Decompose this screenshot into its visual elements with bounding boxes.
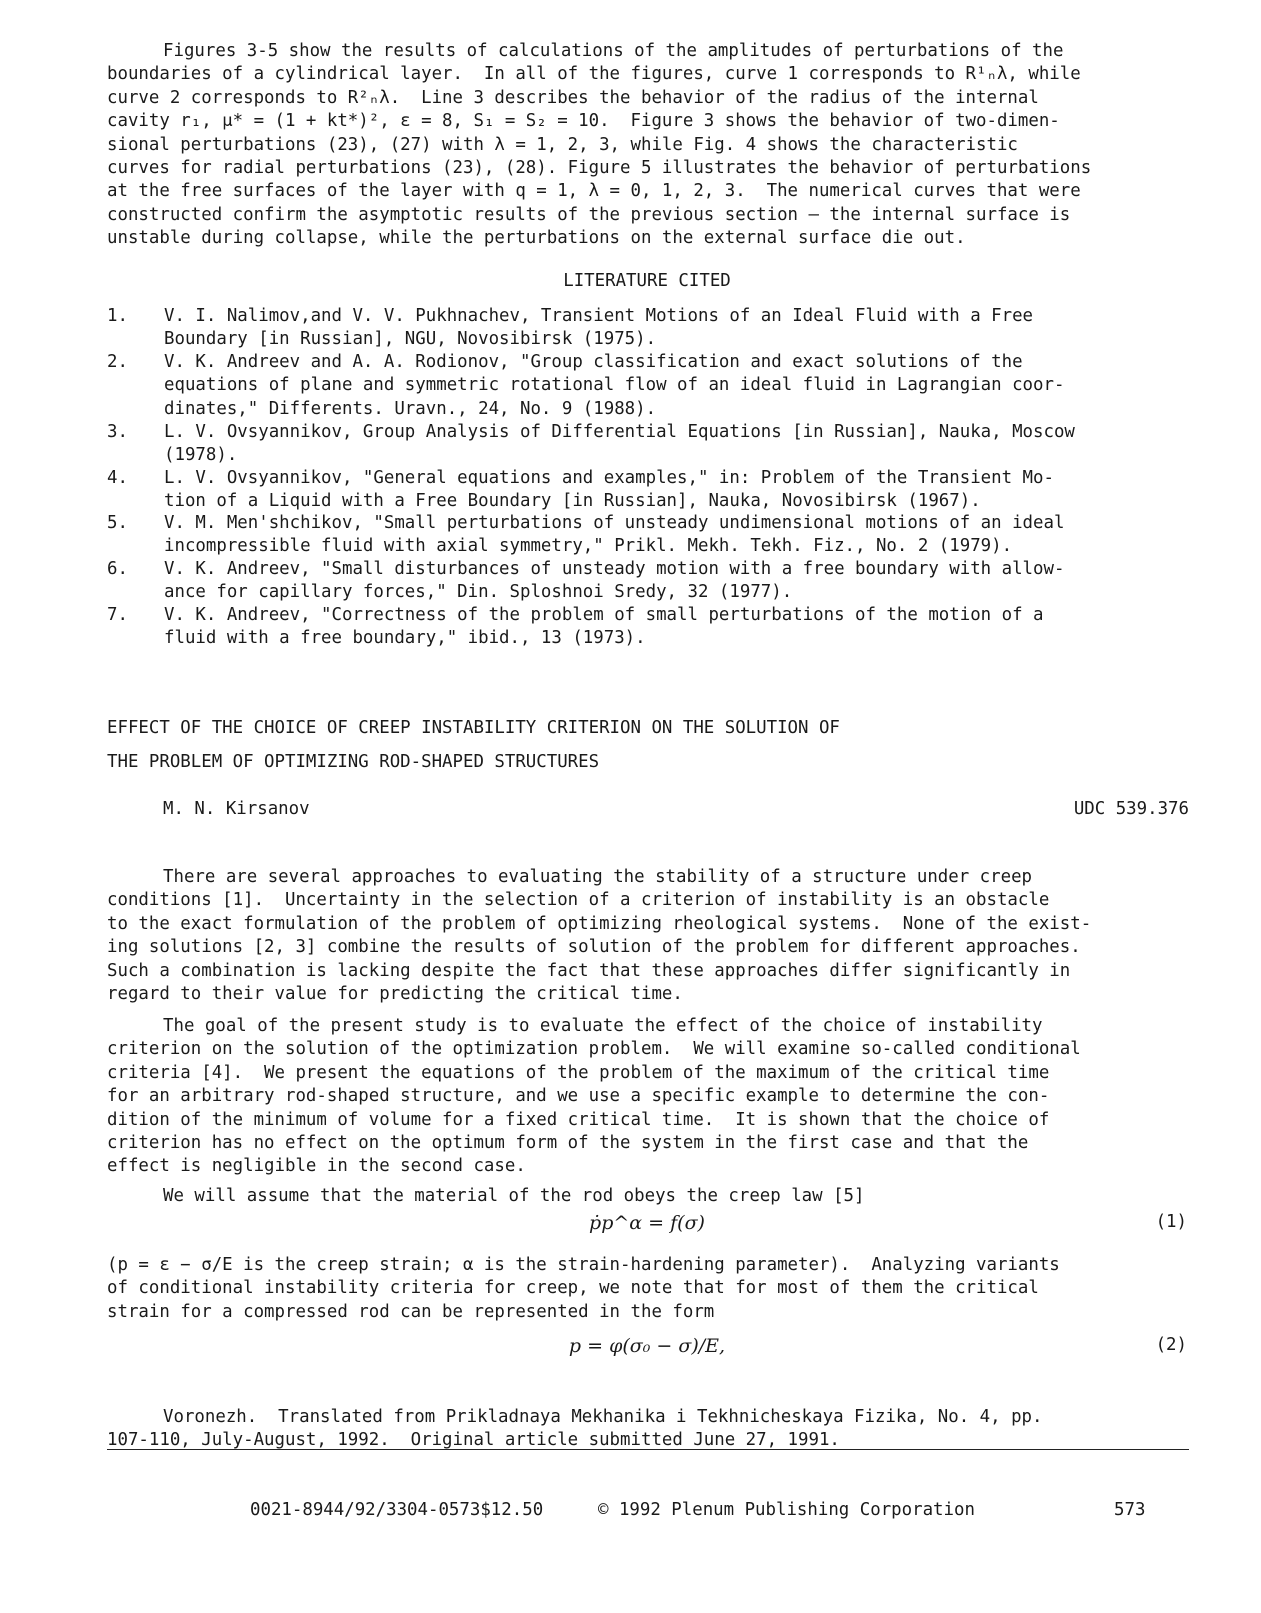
text-line: unstable during collapse, while the perturbations on the external surface die out.: [107, 228, 966, 249]
literature-heading: LITERATURE CITED: [563, 271, 731, 291]
journal-code: 0021-8944/92/3304-0573$12.50: [250, 1500, 544, 1520]
text-line: (p = ε − σ/E is the creep strain; α is the strain-hardening parameter). Analyzing variants: [107, 1255, 1060, 1275]
reference-line: Boundary [in Russian], NGU, Novosibirsk (1975).: [164, 329, 657, 350]
reference-item: [107, 421, 1187, 468]
reference-line: ance for capillary forces," Din. Sploshnoi Sredy, 32 (1977).: [164, 582, 793, 603]
text-line: conditions [1]. Uncertainty in the selection of a criterion of instability is an obstacle: [107, 890, 1050, 911]
reference-item: [107, 512, 1187, 559]
text-line: of conditional instability criteria for creep, we note that for most of them the critical: [107, 1278, 1039, 1299]
text-line: ing solutions [2, 3] combine the results of solution of the problem for different approaches.: [107, 937, 1081, 958]
text-line: Such a combination is lacking despite the fact that these approaches differ significantly in: [107, 960, 1071, 981]
reference-line: incompressible fluid with axial symmetry," Prikl. Mekh. Tekh. Fiz., No. 2 (1979).: [164, 536, 1013, 557]
footnote: [107, 1406, 1187, 1453]
footnote-line: 107-110, July-August, 1992. Original article submitted June 27, 1991.: [107, 1430, 840, 1451]
reference-item: [107, 467, 1187, 514]
reference-line: L. V. Ovsyannikov, "General equations and examples," in: Problem of the Transient Mo-: [164, 468, 1054, 488]
text-line: regard to their value for predicting the critical time.: [107, 984, 683, 1005]
equation-1: [107, 1212, 1187, 1234]
page-number: 573: [1114, 1500, 1146, 1520]
equation-1-text: ṗp^α = f(σ): [589, 1212, 705, 1234]
article-title-line-1: EFFECT OF THE CHOICE OF CREEP INSTABILITY CRITERION ON THE SOLUTION OF: [107, 718, 840, 738]
text-line: to the exact formulation of the problem of optimizing rheological systems. None of the exist-: [107, 913, 1092, 934]
reference-line: equations of plane and symmetric rotational flow of an ideal fluid in Lagrangian coor-: [164, 375, 1065, 396]
text-line: curves for radial perturbations (23), (28). Figure 5 illustrates the behavior of perturbations: [107, 158, 1092, 179]
copyright: © 1992 Plenum Publishing Corporation: [598, 1500, 975, 1520]
text-line: criterion has no effect on the optimum form of the system in the first case and that the: [107, 1133, 1029, 1154]
reference-line: dinates," Differents. Uravn., 24, No. 9 (1988).: [164, 398, 657, 419]
reference-number: 4.: [107, 468, 128, 488]
text-line: at the free surfaces of the layer with q = 1, λ = 0, 1, 2, 3. The numerical curves that were: [107, 181, 1081, 202]
text-line: We will assume that the material of the rod obeys the creep law [5]: [163, 1186, 865, 1206]
reference-number: 3.: [107, 422, 128, 442]
reference-number: 7.: [107, 605, 128, 625]
reference-number: 1.: [107, 306, 128, 326]
reference-item: [107, 604, 1187, 651]
text-line: boundaries of a cylindrical layer. In all of the figures, curve 1 corresponds to R¹ₙλ, while: [107, 64, 1081, 85]
equation-2: [107, 1335, 1187, 1357]
text-line: constructed confirm the asymptotic results of the previous section — the internal surface is: [107, 204, 1071, 225]
paragraph-3: [107, 1185, 1187, 1208]
reference-line: V. M. Men'shchikov, "Small perturbations of unsteady undimensional motions of an ideal: [164, 513, 1065, 533]
text-line: strain for a compressed rod can be represented in the form: [107, 1301, 715, 1322]
article-title-line-2: THE PROBLEM OF OPTIMIZING ROD-SHAPED STRUCTURES: [107, 752, 600, 772]
intro-paragraph: [107, 40, 1187, 251]
udc-code: UDC 539.376: [1073, 799, 1189, 819]
author: M. N. Kirsanov: [163, 799, 310, 819]
reference-line: V. I. Nalimov,and V. V. Pukhnachev, Transient Motions of an Ideal Fluid with a Free: [164, 306, 1034, 326]
reference-line: (1978).: [164, 445, 238, 466]
reference-line: L. V. Ovsyannikov, Group Analysis of Differential Equations [in Russian], Nauka, Moscow: [164, 422, 1075, 442]
reference-number: 5.: [107, 513, 128, 533]
text-line: sional perturbations (23), (27) with λ = 1, 2, 3, while Fig. 4 shows the characteristic: [107, 134, 1018, 155]
reference-item: [107, 558, 1187, 605]
reference-line: V. K. Andreev and A. A. Rodionov, "Group classification and exact solutions of the: [164, 352, 1023, 372]
reference-item: [107, 305, 1187, 352]
text-line: cavity r₁, μ* = (1 + kt*)², ε = 8, S₁ = S₂ = 10. Figure 3 shows the behavior of two-dimen-: [107, 111, 1060, 132]
paragraph-4: [107, 1254, 1187, 1324]
reference-line: fluid with a free boundary," ibid., 13 (1973).: [164, 628, 646, 649]
paragraph-1: [107, 866, 1187, 1006]
text-line: criteria [4]. We present the equations of the problem of the maximum of the critical time: [107, 1062, 1050, 1083]
text-line: effect is negligible in the second case.: [107, 1156, 526, 1177]
equation-2-text: p = φ(σ₀ − σ)/E,: [568, 1335, 726, 1357]
footnote-line: Voronezh. Translated from Prikladnaya Mekhanika i Tekhnicheskaya Fizika, No. 4, pp.: [163, 1407, 1043, 1427]
reference-line: tion of a Liquid with a Free Boundary [in Russian], Nauka, Novosibirsk (1967).: [164, 491, 981, 512]
equation-1-number: (1): [1155, 1212, 1187, 1232]
reference-number: 2.: [107, 352, 128, 372]
equation-2-number: (2): [1155, 1335, 1187, 1355]
text-line: criterion on the solution of the optimization problem. We will examine so-called conditional: [107, 1039, 1081, 1060]
text-line: Figures 3-5 show the results of calculations of the amplitudes of perturbations of the: [163, 41, 1064, 61]
reference-number: 6.: [107, 559, 128, 579]
text-line: There are several approaches to evaluating the stability of a structure under creep: [163, 867, 1033, 887]
text-line: The goal of the present study is to evaluate the effect of the choice of instability: [163, 1016, 1043, 1036]
reference-item: [107, 351, 1187, 421]
text-line: curve 2 corresponds to R²ₙλ. Line 3 describes the behavior of the radius of the internal: [107, 87, 1039, 108]
paragraph-2: [107, 1015, 1187, 1179]
text-line: dition of the minimum of volume for a fixed critical time. It is shown that the choice of: [107, 1109, 1050, 1130]
reference-line: V. K. Andreev, "Small disturbances of unsteady motion with a free boundary with allow-: [164, 559, 1065, 579]
text-line: for an arbitrary rod-shaped structure, and we use a specific example to determine the con-: [107, 1086, 1050, 1107]
reference-line: V. K. Andreev, "Correctness of the problem of small perturbations of the motion of a: [164, 605, 1044, 625]
